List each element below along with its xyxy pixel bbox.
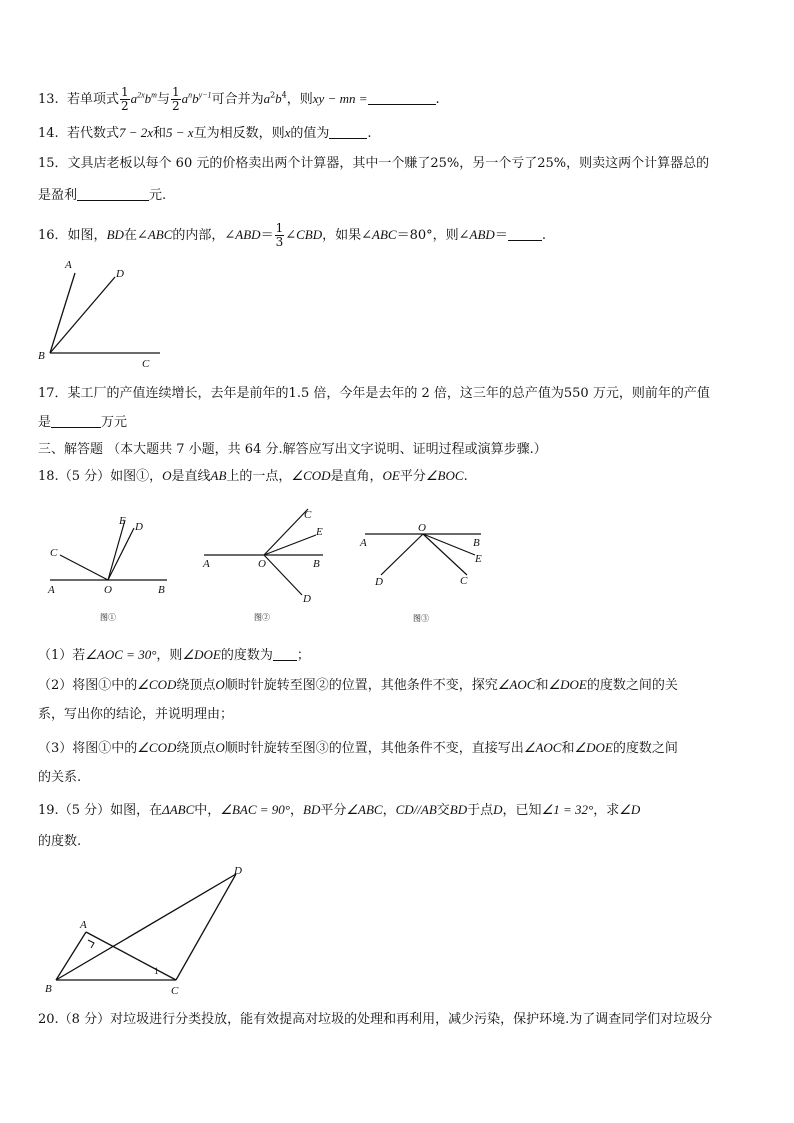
label-A: A (65, 259, 72, 271)
fig3-label-O: O (418, 522, 426, 534)
answer-blank-14[interactable] (329, 125, 367, 139)
question-13: 13. 若单项式 $\frac{1}{2}$ $a^{2x}b^m$与 $\frac{1}{2}$ $a^nb^{y-1}$可合并为$a^2b^4$，则xy − mn = . (38, 85, 440, 113)
fig2-label-O: O (258, 558, 266, 570)
question-16: 16．如图，BD在∠ABC的内部，∠ABD＝ $\frac{1}{3}$ ∠CBD，如果∠ABC＝80°，则∠ABD＝ . (38, 221, 546, 249)
answer-blank-16[interactable] (508, 227, 542, 241)
fig1-label-O: O (104, 584, 112, 596)
fig2-label-D: D (303, 593, 311, 605)
q19-label-angle-1: 1 (154, 966, 159, 976)
question-14: 14. 若代数式7 − 2x和5 − x互为相反数，则x的值为 . (38, 125, 372, 141)
q19-label-A: A (80, 919, 87, 931)
label-B: B (38, 350, 45, 362)
ray-BD (50, 277, 115, 353)
fig3-label-E: E (475, 553, 482, 565)
answer-blank-13[interactable] (368, 91, 436, 105)
fig3-label-B: B (473, 537, 480, 549)
figure-18-2 (198, 505, 338, 625)
fig3-label-C: C (460, 575, 468, 587)
q19-label-D: D (234, 865, 242, 877)
fig2-caption: 图② (254, 613, 270, 622)
figure-18-1 (42, 510, 172, 625)
fig1-label-D: D (135, 521, 143, 533)
question-19-line2: 的度数. (38, 834, 82, 849)
question-18-part-2-line2: 系，写出你的结论，并说明理由； (38, 707, 234, 722)
fig3-label-A: A (360, 537, 367, 549)
question-18-part-1: （1）若∠AOC = 30°，则∠DOE的度数为 ； (38, 647, 310, 663)
question-18: 18.（5 分）如图①，O是直线AB上的一点，∠COD是直角，OE平分∠BOC. (38, 468, 468, 484)
q19-label-B: B (45, 983, 52, 995)
label-D: D (116, 268, 124, 280)
fig1-label-A: A (48, 584, 55, 596)
fig3-caption: 图③ (413, 614, 429, 623)
figure-q19-triangle (40, 862, 260, 1002)
question-18-part-2-line1: （2）将图①中的∠COD绕顶点O顺时针旋转至图②的位置，其他条件不变，探究∠AOC和∠DOE的度数之间的关 (38, 677, 678, 693)
section-3-heading: 三、解答题 （本大题共 7 小题，共 64 分.解答应写出文字说明、证明过程或演算步骤.） (38, 442, 547, 457)
fig1-caption: 图① (100, 613, 116, 622)
fraction-half-2: $\frac{1}{2}$ (171, 85, 180, 113)
fig1-label-C: C (50, 547, 58, 559)
answer-blank-17[interactable] (51, 414, 101, 428)
label-C: C (142, 358, 150, 370)
question-18-part-3-line2: 的关系. (38, 770, 82, 785)
fig2-label-E: E (316, 526, 323, 538)
fig2-label-C: C (304, 509, 312, 521)
ray-BA (50, 273, 75, 353)
question-15-line2: 是盈利 元. (38, 188, 167, 203)
question-20-line1: 20.（8 分）对垃圾进行分类投放，能有效提高对垃圾的处理和再利用，减少污染，保护环境.为了调查同学们对垃圾分 (38, 1012, 713, 1027)
fig1-label-E: E (119, 515, 126, 527)
question-18-part-3-line1: （3）将图①中的∠COD绕顶点O顺时针旋转至图③的位置，其他条件不变，直接写出∠AOC和∠DOE的度数之间 (38, 740, 678, 756)
figure-18-3 (357, 520, 497, 625)
fig2-label-A: A (203, 558, 210, 570)
fig2-label-B: B (313, 558, 320, 570)
question-15-line1: 15．文具店老板以每个 60 元的价格卖出两个计算器，其中一个赚了25%，另一个亏了25%，则卖这两个计算器总的 (38, 156, 710, 171)
q19-label-C: C (171, 985, 179, 997)
fraction-third: $\frac{1}{3}$ (275, 221, 284, 249)
question-17-line1: 17．某工厂的产值连续增长，去年是前年的1.5 倍，今年是去年的 2 倍，这三年的总产值为550 万元，则前年的产值 (38, 386, 710, 401)
answer-blank-18-1[interactable] (273, 647, 297, 661)
figure-q16-angle (30, 255, 170, 370)
question-17-line2: 是 万元 (38, 415, 128, 430)
fig1-label-B: B (158, 584, 165, 596)
question-19-line1: 19.（5 分）如图，在ΔABC中，∠BAC = 90°，BD平分∠ABC，CD//AB交BD于点D，已知∠1 = 32°，求∠D (38, 802, 641, 818)
fig3-label-D: D (375, 576, 383, 588)
answer-blank-15[interactable] (77, 187, 149, 201)
fraction-half: $\frac{1}{2}$ (120, 85, 129, 113)
